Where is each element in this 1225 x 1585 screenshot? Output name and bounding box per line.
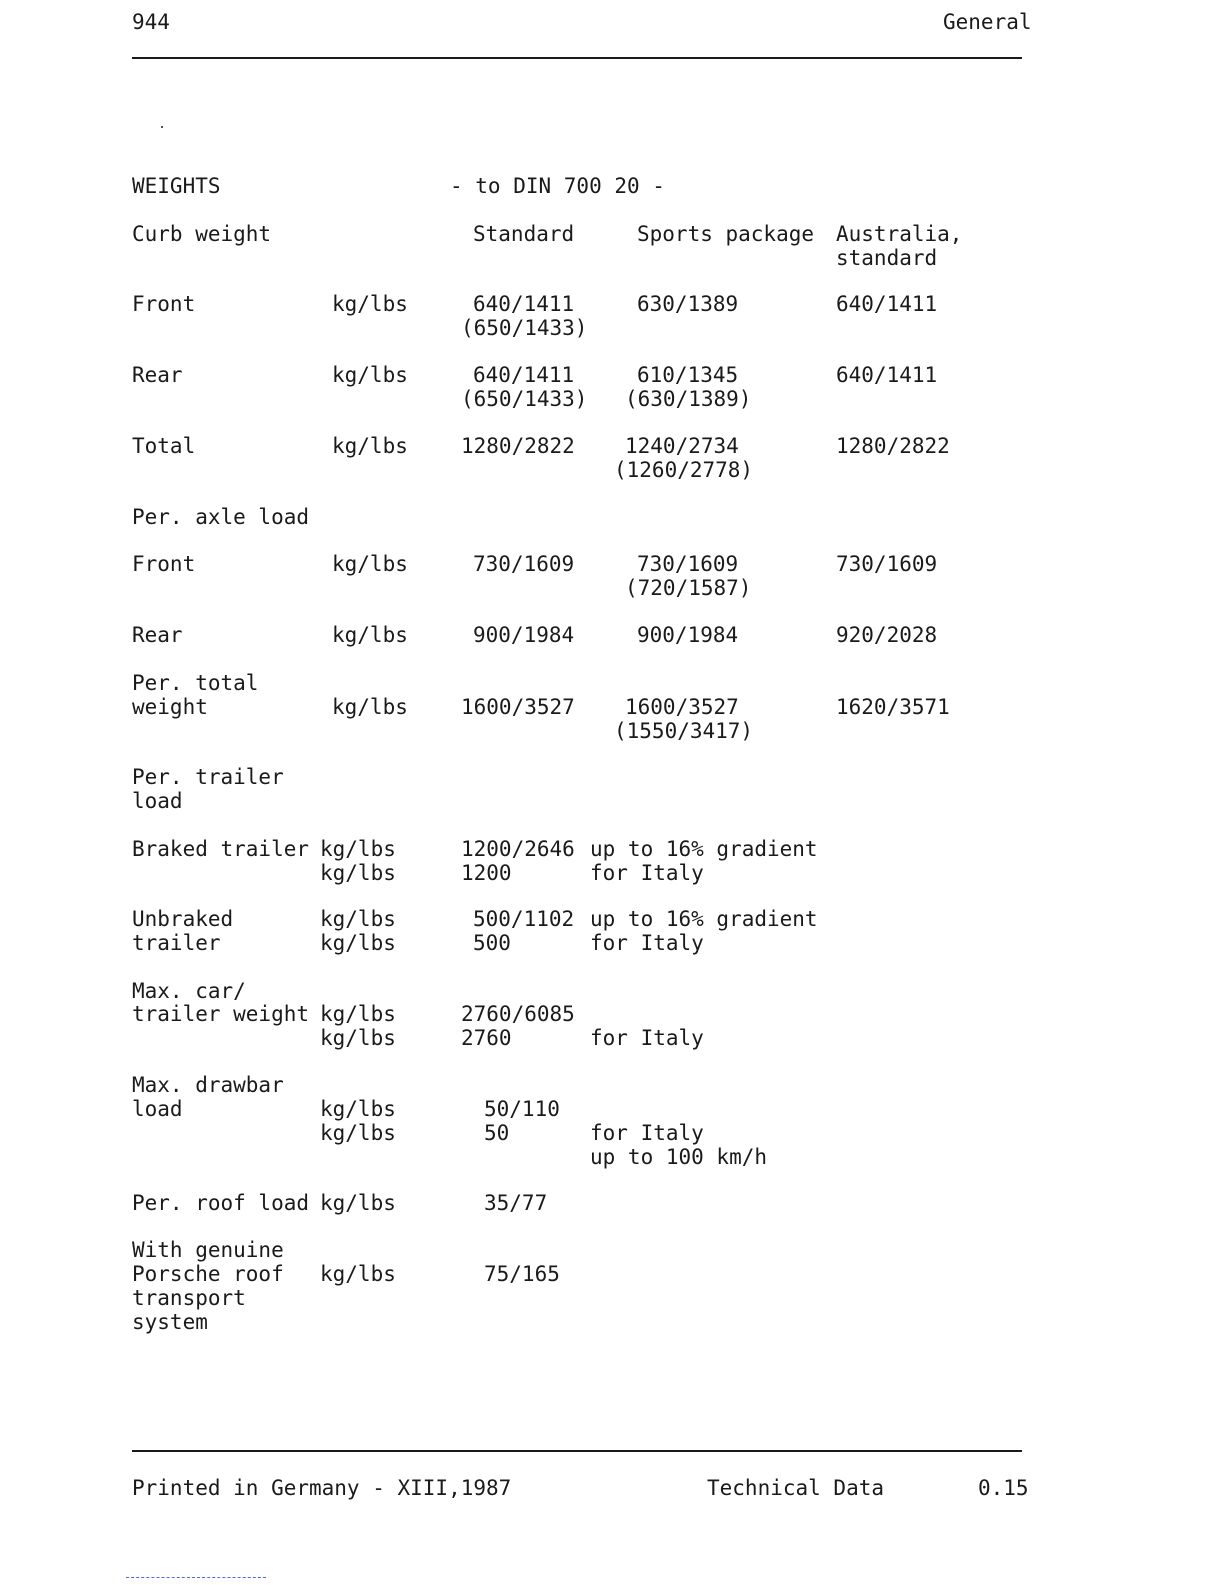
row-unit: kg/lbs <box>320 1026 396 1050</box>
standard-alt-value: (650/1433) <box>461 316 588 340</box>
row-unit: kg/lbs <box>332 363 408 387</box>
curb-weight-heading: Curb weight <box>132 222 272 246</box>
row-label-total: Total <box>132 434 196 458</box>
trailer-load-heading-cont: load <box>132 789 183 813</box>
standard-value: 35/77 <box>484 1191 548 1215</box>
row-unit: kg/lbs <box>320 1191 396 1215</box>
row-note: for Italy <box>590 1026 704 1050</box>
row-unit: kg/lbs <box>332 623 408 647</box>
row-unit: kg/lbs <box>332 695 408 719</box>
standard-value: 2760/6085 <box>461 1002 575 1026</box>
row-label-max-drawbar: Max. drawbar <box>132 1073 284 1097</box>
row-label-per-total-cont: weight <box>132 695 208 719</box>
sports-alt-value: (630/1389) <box>625 387 752 411</box>
standard-reference: - to DIN 700 20 - <box>450 174 665 198</box>
standard-alt-value: (650/1433) <box>461 387 588 411</box>
row-note: up to 16% gradient <box>590 837 818 861</box>
australia-value: 730/1609 <box>836 552 938 576</box>
row-note: for Italy <box>590 931 704 955</box>
row-unit: kg/lbs <box>320 861 396 885</box>
standard-value: 730/1609 <box>473 552 575 576</box>
australia-value: 640/1411 <box>836 292 938 316</box>
sports-value: 610/1345 <box>637 363 739 387</box>
row-note: up to 16% gradient <box>590 907 818 931</box>
standard-value: 1200/2646 <box>461 837 575 861</box>
row-unit: kg/lbs <box>320 1262 396 1286</box>
row-label-rear: Rear <box>132 363 183 387</box>
row-unit: kg/lbs <box>332 434 408 458</box>
footer-rule <box>132 1450 1022 1452</box>
sports-value: 900/1984 <box>637 623 739 647</box>
row-label-per-total: Per. total <box>132 671 259 695</box>
standard-value: 1600/3527 <box>461 695 575 719</box>
standard-value: 640/1411 <box>473 292 575 316</box>
australia-value: 640/1411 <box>836 363 938 387</box>
row-unit: kg/lbs <box>320 1002 396 1026</box>
sports-alt-value: (720/1587) <box>625 576 752 600</box>
sports-alt-value: (1550/3417) <box>614 719 754 743</box>
australia-value: 1280/2822 <box>836 434 950 458</box>
standard-value: 1280/2822 <box>461 434 575 458</box>
standard-value: 50/110 <box>484 1097 560 1121</box>
row-note: up to 100 km/h <box>590 1145 768 1169</box>
header-doc-number: 944 <box>132 10 170 34</box>
row-note: for Italy <box>590 861 704 885</box>
header-rule <box>132 57 1022 59</box>
row-label-braked-trailer: Braked trailer <box>132 837 310 861</box>
row-unit: kg/lbs <box>320 1097 396 1121</box>
australia-value: 1620/3571 <box>836 695 950 719</box>
standard-value: 1200 <box>461 861 512 885</box>
sports-value: 1600/3527 <box>625 695 739 719</box>
row-label-max-car-trailer: Max. car/ <box>132 979 246 1003</box>
sports-alt-value: (1260/2778) <box>614 458 754 482</box>
row-unit: kg/lbs <box>332 552 408 576</box>
column-header-sports: Sports package <box>637 222 815 246</box>
row-unit: kg/lbs <box>320 907 396 931</box>
australia-value: 920/2028 <box>836 623 938 647</box>
row-label-unbraked-trailer: Unbraked <box>132 907 234 931</box>
row-label-roof-load: Per. roof load <box>132 1191 310 1215</box>
row-label-unbraked-trailer-cont: trailer <box>132 931 221 955</box>
standard-value: 640/1411 <box>473 363 575 387</box>
standard-value: 75/165 <box>484 1262 560 1286</box>
footer-page-number: 0.15 <box>978 1476 1029 1500</box>
row-label-genuine-roof-cont: Porsche roof <box>132 1262 284 1286</box>
scan-speck <box>161 126 163 128</box>
footer-printed: Printed in Germany - XIII,1987 <box>132 1476 512 1500</box>
standard-value: 500/1102 <box>473 907 575 931</box>
row-note: for Italy <box>590 1121 704 1145</box>
row-unit: kg/lbs <box>320 837 396 861</box>
axle-load-heading: Per. axle load <box>132 505 310 529</box>
row-label-front: Front <box>132 292 196 316</box>
row-label-genuine-roof: With genuine <box>132 1238 284 1262</box>
standard-value: 500 <box>473 931 511 955</box>
standard-value: 50 <box>484 1121 510 1145</box>
sports-value: 1240/2734 <box>625 434 739 458</box>
row-label-genuine-roof-cont: system <box>132 1310 208 1334</box>
sports-value: 730/1609 <box>637 552 739 576</box>
standard-value: 900/1984 <box>473 623 575 647</box>
standard-value: 2760 <box>461 1026 512 1050</box>
column-header-australia: Australia, <box>836 222 963 246</box>
row-label-max-car-trailer-cont: trailer weight <box>132 1002 310 1026</box>
sports-value: 630/1389 <box>637 292 739 316</box>
row-label-axle-front: Front <box>132 552 196 576</box>
row-label-max-drawbar-cont: load <box>132 1097 183 1121</box>
row-unit: kg/lbs <box>332 292 408 316</box>
section-title: WEIGHTS <box>132 174 221 198</box>
column-header-australia-sub: standard <box>836 246 938 270</box>
scan-edge-line <box>126 1577 266 1578</box>
footer-section: Technical Data <box>707 1476 885 1500</box>
trailer-load-heading: Per. trailer <box>132 765 284 789</box>
row-label-genuine-roof-cont: transport <box>132 1286 246 1310</box>
row-label-axle-rear: Rear <box>132 623 183 647</box>
row-unit: kg/lbs <box>320 931 396 955</box>
column-header-standard: Standard <box>473 222 575 246</box>
row-unit: kg/lbs <box>320 1121 396 1145</box>
header-section: General <box>943 10 1032 34</box>
